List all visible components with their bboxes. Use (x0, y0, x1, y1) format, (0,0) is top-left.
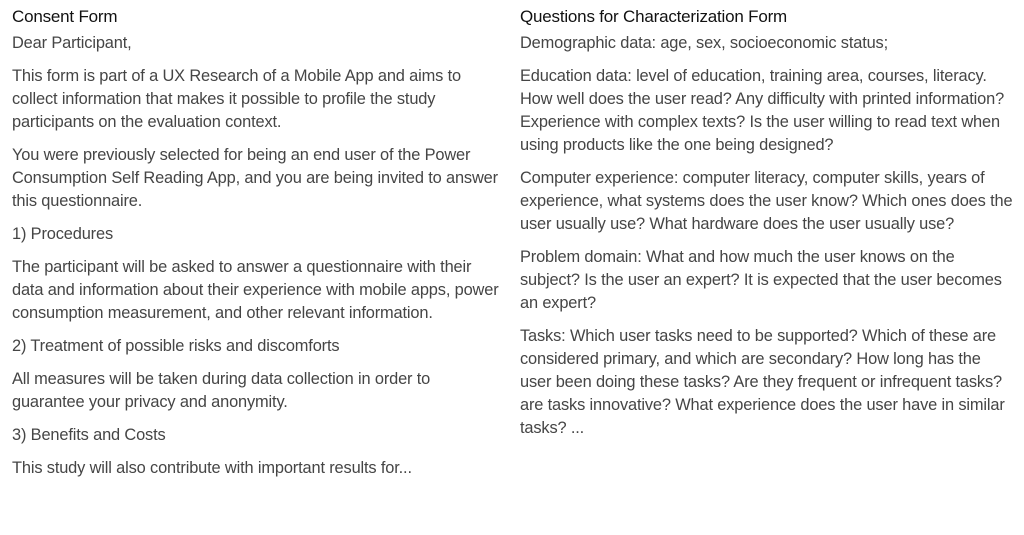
section-heading-risks: 2) Treatment of possible risks and discomforts (12, 337, 340, 355)
characterization-questions-column (520, 6, 1016, 450)
procedures-paragraph: The participant will be asked to answer a questionnaire with their data and information about their experience with mobile apps, power consumption measurement, and other relevant information. (12, 258, 499, 322)
intro-paragraph: This form is part of a UX Research of a Mobile App and aims to collect information that makes it possible to profile the study participants on the evaluation context. (12, 67, 461, 131)
section-heading-benefits: 3) Benefits and Costs (12, 426, 166, 444)
demographic-paragraph: Demographic data: age, sex, socioeconomic status; (520, 34, 889, 52)
problem-domain-paragraph: Problem domain: What and how much the user knows on the subject? Is the user an expert? It is expected that the user becomes an expert? (520, 248, 1002, 312)
section-heading-procedures: 1) Procedures (12, 225, 113, 243)
computer-experience-paragraph: Computer experience: computer literacy, computer skills, years of experience, what systems does the user know? Which ones does the user usually use? What hardware does the user usually use? (520, 169, 1013, 233)
selection-paragraph: You were previously selected for being an end user of the Power Consumption Self Reading App, and you are being invited to answer this questionnaire. (12, 146, 498, 210)
benefits-paragraph: This study will also contribute with important results for... (12, 459, 412, 477)
tasks-paragraph: Tasks: Which user tasks need to be supported? Which of these are considered primary, and which are secondary? How long has the user been doing these tasks? Are they frequent or infrequent tasks? are tasks innovative? What experience does the user have in similar tasks? ... (520, 327, 1005, 437)
consent-form-column (12, 6, 500, 490)
salutation: Dear Participant, (12, 34, 132, 52)
consent-form-title: Consent Form (12, 7, 118, 26)
risks-paragraph: All measures will be taken during data collection in order to guarantee your privacy and anonymity. (12, 370, 431, 411)
questions-form-title: Questions for Characterization Form (520, 7, 787, 26)
education-paragraph: Education data: level of education, training area, courses, literacy. How well does the user read? Any difficulty with printed information? Experience with complex texts? Is the user willing to read text when using products like the one being designed? (520, 67, 1005, 154)
